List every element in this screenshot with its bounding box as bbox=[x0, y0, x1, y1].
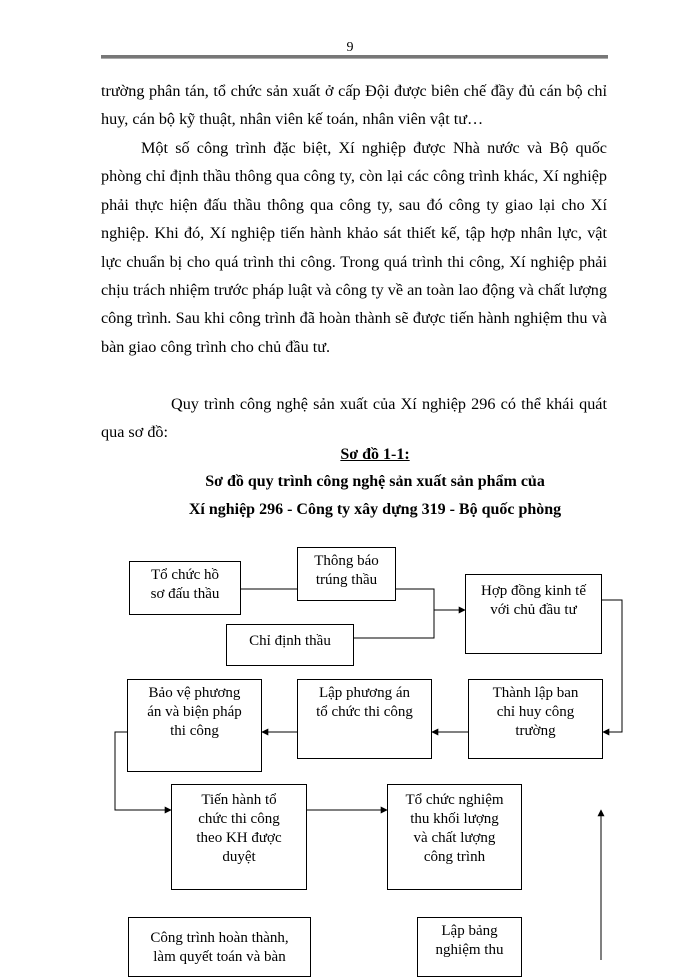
box-lap-bang-nghiem-thu: Lập bảng nghiệm thu bbox=[417, 917, 522, 977]
paragraph-3: Quy trình công nghệ sản xuất của Xí nghiệp 296 có thể khái quát qua sơ đồ: bbox=[101, 395, 607, 442]
connector-hopdong-thanhlap bbox=[602, 600, 622, 732]
box-chi-dinh-thau: Chỉ định thầu bbox=[226, 624, 354, 666]
box-hop-dong-kinh-te: Hợp đồng kinh tế với chủ đầu tư bbox=[465, 574, 602, 654]
paragraph-2: Một số công trình đặc biệt, Xí nghiệp được Nhà nước và Bộ quốc phòng chỉ định thầu thông qua công ty, còn lại các công trình khác, Xí nghiệp phải thực hiện đấu thầu thông qua công ty, sau đó công ty giao lại cho Xí nghiệp. Khi đó, Xí nghiệp tiến hành khảo sát thiết kế, tập hợp nhân lực, vật lực chuẩn bị cho quá trình thi công. Trong quá trình thi công, Xí nghiệp phải chịu trách nhiệm trước pháp luật và công ty về an toàn lao động và chất lượng công trình. Sau khi công trình đã hoàn thành sẽ được tiến hành nghiệm thu và bàn giao công trình cho chủ đầu tư. bbox=[101, 139, 607, 356]
box-bao-ve-phuong-an: Bảo vệ phương án và biện pháp thi công bbox=[127, 679, 262, 772]
figure-label: Sơ đồ 1-1: bbox=[340, 446, 410, 463]
figure-title-line-2: Xí nghiệp 296 - Công ty xây dựng 319 - Bộ quốc phòng bbox=[188, 501, 562, 518]
paragraph-1: trường phân tán, tổ chức sản xuất ở cấp Đội được biên chế đầy đủ cán bộ chỉ huy, cán bộ kỹ thuật, nhân viên kế toán, nhân viên vật tư… bbox=[101, 82, 607, 129]
figure-title-line-1: Sơ đồ quy trình công nghệ sản xuất sản phẩm của bbox=[205, 473, 545, 490]
box-thong-bao-trung-thau: Thông báo trúng thầu bbox=[297, 547, 396, 601]
box-tien-hanh-thi-cong: Tiến hành tổ chức thi công theo KH được duyệt bbox=[171, 784, 307, 890]
box-to-chuc-ho-so-dau-thau: Tổ chức hồ sơ đấu thầu bbox=[129, 561, 241, 615]
connector-thongbao-hopdong bbox=[396, 589, 465, 610]
page-number: 9 bbox=[346, 40, 354, 55]
connector-chidinh-hopdong bbox=[354, 610, 434, 638]
box-thanh-lap-ban-chi-huy: Thành lập ban chỉ huy công trường bbox=[468, 679, 603, 759]
box-cong-trinh-hoan-thanh: Công trình hoàn thành, làm quyết toán và bàn bbox=[128, 917, 311, 977]
box-to-chuc-nghiem-thu: Tổ chức nghiệm thu khối lượng và chất lượng công trình bbox=[387, 784, 522, 890]
box-lap-phuong-an: Lập phương án tổ chức thi công bbox=[297, 679, 432, 759]
